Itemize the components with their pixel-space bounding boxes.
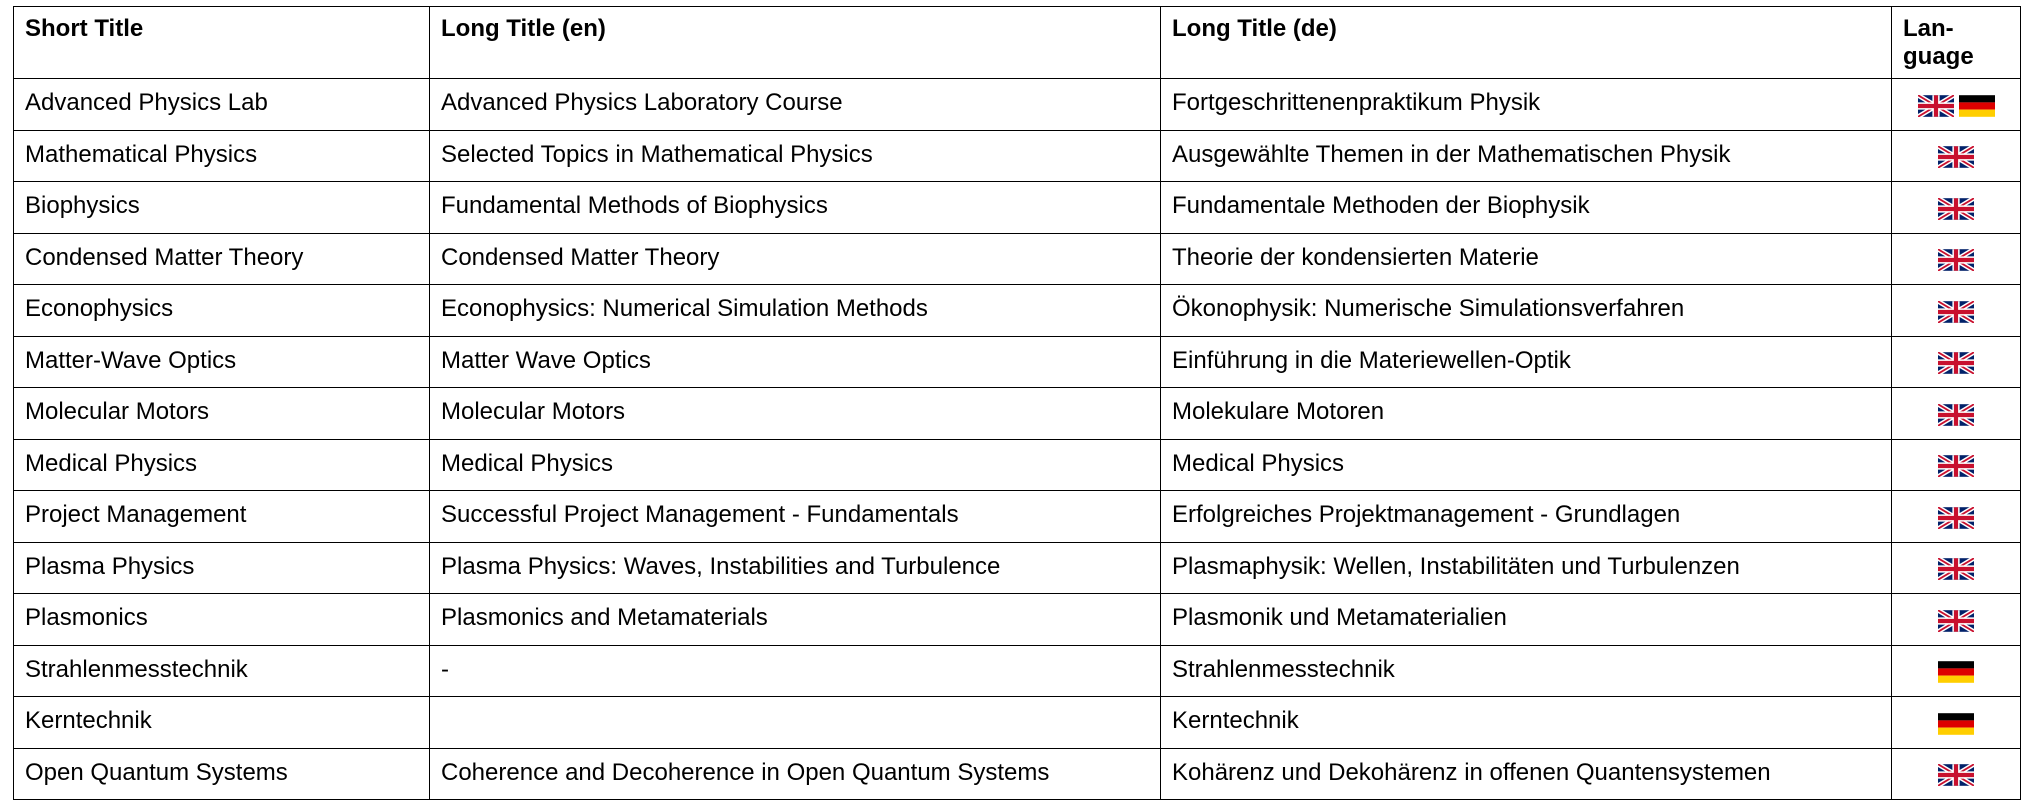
uk-flag-icon	[1938, 352, 1974, 374]
uk-flag-icon	[1938, 404, 1974, 426]
long-title-en-cell: Selected Topics in Mathematical Physics	[430, 130, 1161, 182]
language-flags-cell	[1892, 645, 2021, 697]
language-flags-cell	[1892, 285, 2021, 337]
language-flags-cell	[1892, 130, 2021, 182]
table-row	[14, 439, 2021, 491]
uk-flag-icon	[1918, 95, 1954, 117]
long-title-en-cell: Successful Project Management - Fundamentals	[430, 491, 1161, 543]
short-title-cell: Biophysics	[14, 182, 430, 234]
uk-flag-icon	[1938, 764, 1974, 786]
long-title-en-cell: Plasmonics and Metamaterials	[430, 594, 1161, 646]
long-title-de-cell: Kerntechnik	[1161, 697, 1892, 749]
long-title-en-cell	[430, 697, 1161, 749]
uk-flag-icon	[1938, 198, 1974, 220]
language-flags-cell	[1892, 594, 2021, 646]
long-title-de-cell: Plasmaphysik: Wellen, Instabilitäten und Turbulenzen	[1161, 542, 1892, 594]
flag-group	[1938, 404, 1974, 426]
language-flags-cell	[1892, 233, 2021, 285]
long-title-en-cell: Coherence and Decoherence in Open Quantum Systems	[430, 748, 1161, 800]
long-title-de-cell: Molekulare Motoren	[1161, 388, 1892, 440]
long-title-en-cell: Econophysics: Numerical Simulation Methods	[430, 285, 1161, 337]
course-table	[13, 6, 2021, 800]
short-title-cell: Open Quantum Systems	[14, 748, 430, 800]
short-title-cell: Econophysics	[14, 285, 430, 337]
table-row	[14, 388, 2021, 440]
short-title-cell: Condensed Matter Theory	[14, 233, 430, 285]
uk-flag-icon	[1938, 301, 1974, 323]
long-title-en-cell: Plasma Physics: Waves, Instabilities and Turbulence	[430, 542, 1161, 594]
table-row	[14, 697, 2021, 749]
flag-group	[1938, 249, 1974, 271]
long-title-de-cell: Fortgeschrittenenpraktikum Physik	[1161, 79, 1892, 131]
flag-group	[1938, 764, 1974, 786]
flag-group	[1938, 146, 1974, 168]
de-flag-icon	[1959, 95, 1995, 117]
short-title-cell: Advanced Physics Lab	[14, 79, 430, 131]
table-row	[14, 233, 2021, 285]
table-row	[14, 285, 2021, 337]
table-row	[14, 645, 2021, 697]
long-title-de-cell: Ökonophysik: Numerische Simulationsverfahren	[1161, 285, 1892, 337]
table-row	[14, 130, 2021, 182]
long-title-en-cell: Fundamental Methods of Biophysics	[430, 182, 1161, 234]
header-long-title-de: Long Title (de)	[1161, 7, 1892, 79]
long-title-de-cell: Plasmonik und Metamaterialien	[1161, 594, 1892, 646]
short-title-cell: Strahlenmesstechnik	[14, 645, 430, 697]
table-row	[14, 79, 2021, 131]
long-title-en-cell: -	[430, 645, 1161, 697]
language-flags-cell	[1892, 748, 2021, 800]
flag-group	[1918, 95, 1995, 117]
language-flags-cell	[1892, 542, 2021, 594]
flag-group	[1938, 455, 1974, 477]
language-flags-cell	[1892, 336, 2021, 388]
long-title-en-cell: Matter Wave Optics	[430, 336, 1161, 388]
long-title-en-cell: Condensed Matter Theory	[430, 233, 1161, 285]
short-title-cell: Mathematical Physics	[14, 130, 430, 182]
table-row	[14, 182, 2021, 234]
language-flags-cell	[1892, 182, 2021, 234]
table-row	[14, 336, 2021, 388]
language-flags-cell	[1892, 439, 2021, 491]
flag-group	[1938, 507, 1974, 529]
long-title-en-cell: Medical Physics	[430, 439, 1161, 491]
short-title-cell: Kerntechnik	[14, 697, 430, 749]
flag-group	[1938, 661, 1974, 683]
header-language	[1892, 7, 2021, 79]
de-flag-icon	[1938, 661, 1974, 683]
long-title-de-cell: Ausgewählte Themen in der Mathematischen Physik	[1161, 130, 1892, 182]
flag-group	[1938, 352, 1974, 374]
language-flags-cell	[1892, 697, 2021, 749]
long-title-de-cell: Strahlenmesstechnik	[1161, 645, 1892, 697]
long-title-de-cell: Kohärenz und Dekohärenz in offenen Quantensystemen	[1161, 748, 1892, 800]
short-title-cell: Molecular Motors	[14, 388, 430, 440]
uk-flag-icon	[1938, 507, 1974, 529]
short-title-cell: Medical Physics	[14, 439, 430, 491]
uk-flag-icon	[1938, 146, 1974, 168]
uk-flag-icon	[1938, 558, 1974, 580]
header-long-title-en: Long Title (en)	[430, 7, 1161, 79]
flag-group	[1938, 558, 1974, 580]
uk-flag-icon	[1938, 249, 1974, 271]
de-flag-icon	[1938, 713, 1974, 735]
short-title-cell: Plasma Physics	[14, 542, 430, 594]
table-body	[14, 79, 2021, 800]
uk-flag-icon	[1938, 610, 1974, 632]
long-title-de-cell: Erfolgreiches Projektmanagement - Grundlagen	[1161, 491, 1892, 543]
language-flags-cell	[1892, 79, 2021, 131]
long-title-de-cell: Medical Physics	[1161, 439, 1892, 491]
table-row	[14, 491, 2021, 543]
uk-flag-icon	[1938, 455, 1974, 477]
short-title-cell: Plasmonics	[14, 594, 430, 646]
table-row	[14, 594, 2021, 646]
flag-group	[1938, 198, 1974, 220]
long-title-en-cell: Molecular Motors	[430, 388, 1161, 440]
flag-group	[1938, 610, 1974, 632]
language-flags-cell	[1892, 491, 2021, 543]
long-title-de-cell: Theorie der kondensierten Materie	[1161, 233, 1892, 285]
table-row	[14, 748, 2021, 800]
table-row	[14, 542, 2021, 594]
flag-group	[1938, 301, 1974, 323]
long-title-de-cell: Einführung in die Materiewellen-Optik	[1161, 336, 1892, 388]
flag-group	[1938, 713, 1974, 735]
short-title-cell: Project Management	[14, 491, 430, 543]
long-title-de-cell: Fundamentale Methoden der Biophysik	[1161, 182, 1892, 234]
short-title-cell: Matter-Wave Optics	[14, 336, 430, 388]
language-flags-cell	[1892, 388, 2021, 440]
header-short-title: Short Title	[14, 7, 430, 79]
long-title-en-cell: Advanced Physics Laboratory Course	[430, 79, 1161, 131]
header-row	[14, 7, 2021, 79]
header-language-label: Lan- guage	[1903, 15, 1974, 70]
